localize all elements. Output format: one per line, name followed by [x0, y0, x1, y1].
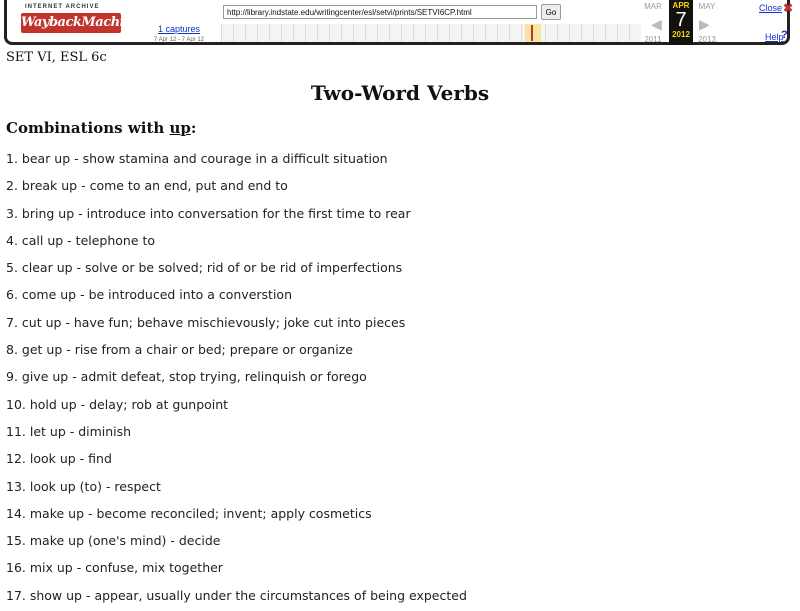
list-item: 7. cut up - have fun; behave mischievously; joke cut into pieces: [6, 314, 406, 330]
go-button[interactable]: Go: [541, 4, 561, 20]
list-item: 1. bear up - show stamina and courage in a difficult situation: [6, 151, 388, 166]
help-icon[interactable]: ?: [781, 29, 788, 41]
heading-keyword: up: [169, 119, 191, 137]
captures-link[interactable]: 1 captures: [157, 24, 201, 34]
logo-main-text: WaybackMachine: [21, 13, 121, 33]
next-month: MAY: [698, 2, 716, 11]
list-item: 16. mix up - confuse, mix together: [6, 560, 223, 576]
help-link[interactable]: Help: [765, 32, 784, 42]
list-item: 6. come up - be introduced into a converstion: [6, 287, 292, 303]
current-month: APR: [672, 1, 690, 10]
set-label: SET VI, ESL 6c: [6, 50, 107, 65]
section-heading: [6, 119, 196, 137]
logo-top-text: INTERNET ARCHIVE: [25, 4, 100, 10]
wayback-logo[interactable]: [21, 4, 141, 38]
list-item: 17. show up - appear, usually under the circumstances of being expected: [6, 587, 467, 603]
list-item: 8. get up - rise from a chair or bed; prepare or organize: [6, 342, 353, 358]
timeline-current-marker: [525, 24, 541, 42]
list-item: 15. make up (one's mind) - decide: [6, 533, 221, 549]
next-arrow-icon: ▶: [699, 16, 710, 32]
close-link[interactable]: Close: [759, 3, 783, 13]
next-year: 2013: [698, 35, 716, 44]
heading-suffix: :: [190, 119, 197, 137]
list-item: 9. give up - admit defeat, stop trying, relinquish or forego: [6, 369, 367, 385]
prev-arrow-icon: ◀: [651, 16, 662, 32]
captures-range: 7 Apr 12 - 7 Apr 12: [153, 37, 205, 43]
list-item: 3. bring up - introduce into conversation for the first time to rear: [6, 205, 411, 221]
prev-month: MAR: [644, 2, 662, 11]
verb-list: [6, 147, 467, 611]
page-title: Two-Word Verbs: [310, 81, 490, 105]
list-item: 11. let up - diminish: [6, 423, 132, 439]
url-input[interactable]: [223, 5, 537, 19]
list-item: 4. call up - telephone to: [6, 232, 156, 248]
current-capture-date: [669, 0, 693, 45]
list-item: 14. make up - become reconciled; invent; apply cosmetics: [6, 505, 372, 521]
wayback-toolbar: [4, 0, 794, 45]
prev-year: 2011: [644, 35, 662, 44]
current-day: 7: [675, 9, 687, 31]
list-item: 12. look up - find: [6, 451, 112, 467]
capture-timeline[interactable]: [221, 24, 641, 42]
captures-info: [147, 24, 211, 43]
current-year: 2012: [672, 30, 690, 39]
list-item: 2. break up - come to an end, put and end to: [6, 178, 288, 194]
close-icon[interactable]: ✖: [783, 1, 794, 15]
list-item: 13. look up (to) - respect: [6, 478, 161, 494]
heading-prefix: Combinations with: [6, 119, 170, 137]
list-item: 5. clear up - solve or be solved; rid of or be rid of imperfections: [6, 260, 403, 276]
list-item: 10. hold up - delay; rob at gunpoint: [6, 396, 229, 412]
